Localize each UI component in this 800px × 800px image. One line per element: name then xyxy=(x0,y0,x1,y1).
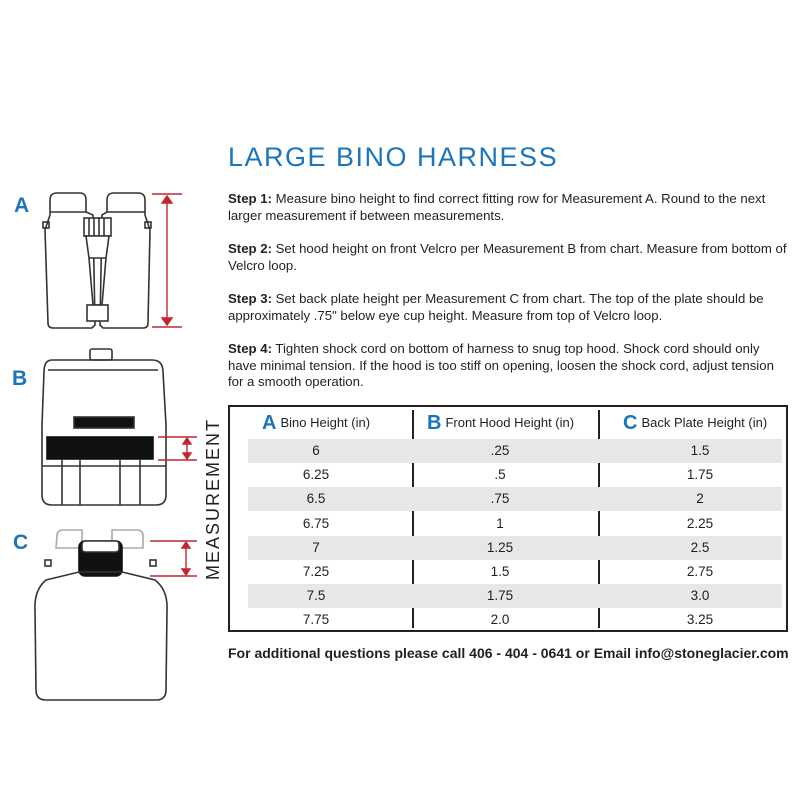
table-cell: 6.25 xyxy=(302,467,330,483)
measurement-a xyxy=(152,194,182,327)
measurement-side-label: MEASUREMENT xyxy=(203,417,223,580)
table-cell: 7.25 xyxy=(302,564,330,579)
step-4: Step 4: Tighten shock cord on bottom of harness to snug top hood. Shock cord should only have minimal tension. If the hood is too stiff on opening, loosen the shock cord, adjust tension for a smooth operation. xyxy=(228,341,774,389)
table-cell: 2.0 xyxy=(490,612,510,628)
step-2: Step 2: Set hood height on front Velcro per Measurement B from chart. Measure from bottom of Velcro loop. xyxy=(228,241,787,273)
harness-diagram-b xyxy=(42,349,166,505)
header-front-hood-height: B Front Hood Height (in) xyxy=(427,412,575,434)
table-cell: .5 xyxy=(494,467,506,483)
table-cell: 7.75 xyxy=(302,612,330,628)
table-cell: 6 xyxy=(312,443,320,458)
binocular-diagram-a xyxy=(43,193,151,328)
table-row xyxy=(248,487,782,511)
harness-diagram-c xyxy=(35,530,167,700)
table-row xyxy=(248,463,782,487)
table-cell: 1.25 xyxy=(486,539,514,555)
table-row xyxy=(248,608,782,632)
table-cell: 3.0 xyxy=(690,588,710,604)
diagram-letter-c: C xyxy=(13,531,29,554)
table-cell: 1.75 xyxy=(686,467,714,483)
table-cell: 2.5 xyxy=(690,539,710,555)
diagram-letter-b: B xyxy=(12,367,28,390)
table-cell: 1.75 xyxy=(486,588,514,604)
table-cell: .25 xyxy=(490,443,510,458)
table-cell: 6.75 xyxy=(302,515,330,531)
table-row xyxy=(248,560,782,584)
table-cell: 6.5 xyxy=(306,491,326,507)
measurement-c xyxy=(150,541,197,576)
table-cell: 7.5 xyxy=(306,588,326,604)
table-cell: .75 xyxy=(490,491,510,507)
step-3: Step 3: Set back plate height per Measurement C from chart. The top of the plate should be approximately .75" below eye cup height. Measure from top of Velcro loop. xyxy=(228,291,764,323)
table-row xyxy=(248,584,782,608)
table-cell: 1.5 xyxy=(690,443,710,458)
measurement-b xyxy=(158,437,197,460)
header-back-plate-height: C Back Plate Height (in) xyxy=(623,412,768,434)
header-bino-height: A Bino Height (in) xyxy=(262,412,371,434)
contact-footer: For additional questions please call 406 - 404 - 0641 or Email info@stoneglacier.com xyxy=(228,645,789,661)
step-1: Step 1: Measure bino height to find correct fitting row for Measurement A. Round to the next larger measurement if between measurements. xyxy=(228,191,766,223)
diagram-letter-a: A xyxy=(14,194,30,217)
table-cell: 2 xyxy=(696,491,704,507)
page-title: LARGE BINO HARNESS xyxy=(228,142,559,172)
table-row xyxy=(248,536,782,560)
table-cell: 2.75 xyxy=(686,564,714,579)
table-cell: 1.5 xyxy=(490,564,510,579)
table-cell: 3.25 xyxy=(686,612,714,628)
table-row xyxy=(248,439,782,463)
table-cell: 7 xyxy=(312,539,320,555)
table-row xyxy=(248,512,782,536)
table-cell: 1 xyxy=(496,515,504,531)
table-cell: 2.25 xyxy=(686,515,714,531)
